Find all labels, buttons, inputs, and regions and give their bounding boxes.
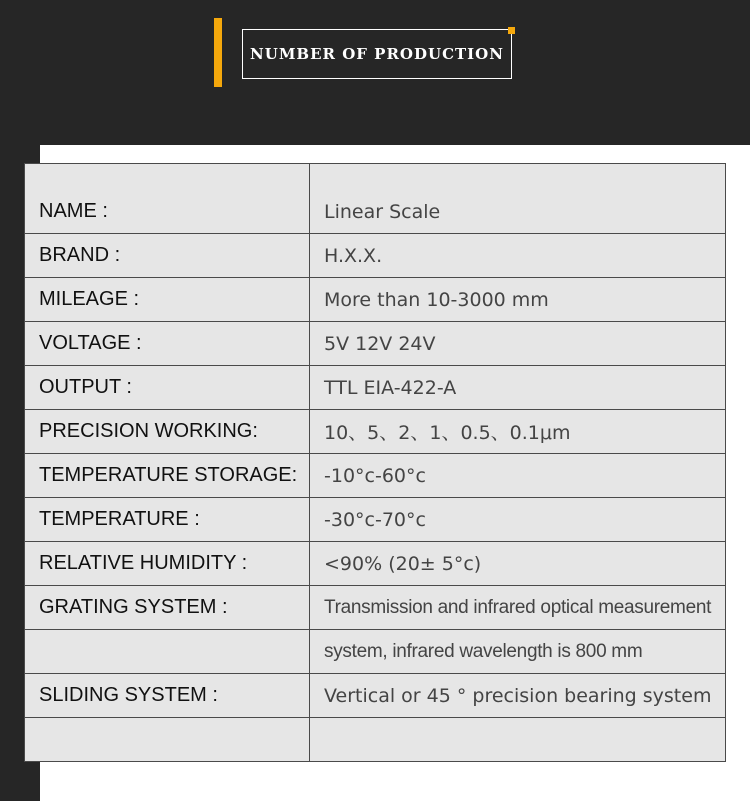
table-row [25,498,726,542]
spec-value: More than 10-3000 mm [310,278,726,322]
spec-label: PRECISION WORKING: [25,410,310,454]
spec-label: OUTPUT : [25,366,310,410]
table-row [25,718,726,762]
table-row [25,278,726,322]
spec-table [24,163,726,762]
spec-label: NAME : [25,164,310,234]
table-row [25,454,726,498]
table-row [25,366,726,410]
spec-value: H.X.X. [310,234,726,278]
spec-label [25,718,310,762]
table-row [25,234,726,278]
spec-value: system, infrared wavelength is 800 mm [310,630,726,674]
spec-value: 5V 12V 24V [310,322,726,366]
spec-label: SLIDING SYSTEM : [25,674,310,718]
spec-value [310,718,726,762]
header-banner [0,0,750,145]
spec-label: TEMPERATURE STORAGE: [25,454,310,498]
spec-label: VOLTAGE : [25,322,310,366]
spec-label [25,630,310,674]
spec-value: Linear Scale [310,164,726,234]
table-row [25,410,726,454]
spec-value: Vertical or 45 ° precision bearing system [310,674,726,718]
spec-value: -30°c-70°c [310,498,726,542]
section-title-box [242,29,512,79]
spec-value: -10°c-60°c [310,454,726,498]
corner-accent [508,27,515,34]
table-row [25,164,726,234]
spec-value: TTL EIA-422-A [310,366,726,410]
table-row [25,630,726,674]
spec-label: TEMPERATURE : [25,498,310,542]
spec-label: MILEAGE : [25,278,310,322]
table-row [25,674,726,718]
spec-label: RELATIVE HUMIDITY : [25,542,310,586]
spec-label: GRATING SYSTEM : [25,586,310,630]
table-row [25,322,726,366]
accent-bar [214,18,222,87]
spec-label: BRAND : [25,234,310,278]
spec-value: 10、5、2、1、0.5、0.1μm [310,410,726,454]
table-row [25,542,726,586]
table-row [25,586,726,630]
section-title: NUMBER OF PRODUCTION [250,45,504,63]
spec-value: Transmission and infrared optical measurement [310,586,726,630]
spec-value: <90% (20± 5°c) [310,542,726,586]
